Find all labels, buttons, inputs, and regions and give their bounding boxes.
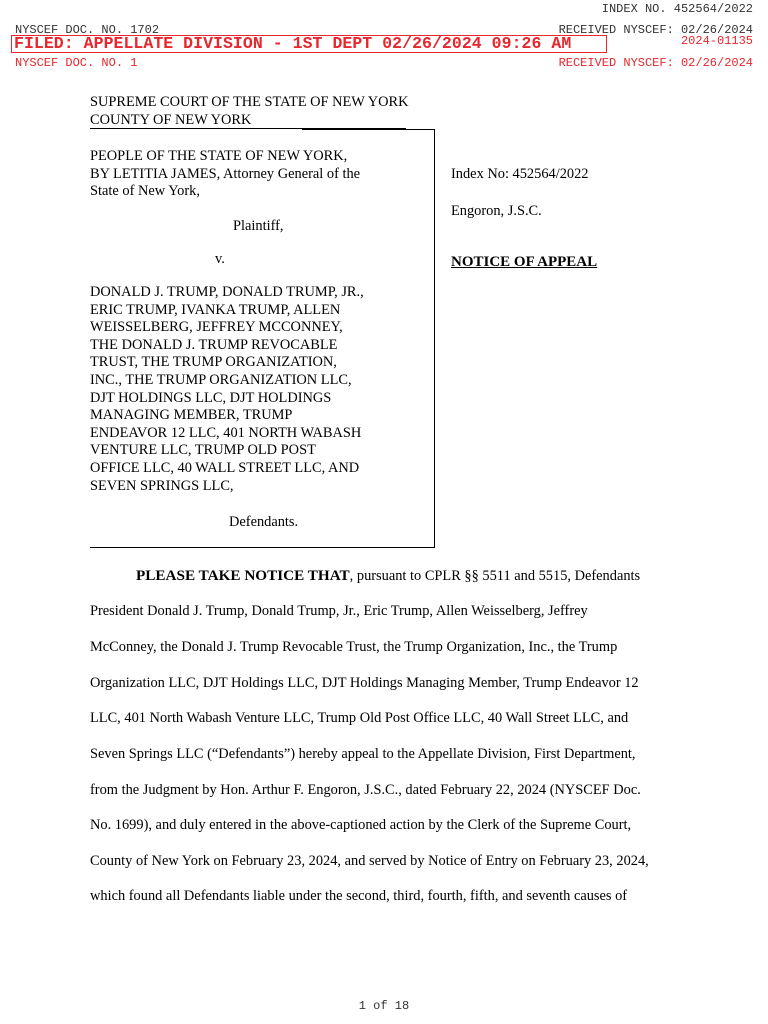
caption-bottom-rule [90, 547, 435, 548]
county-name: COUNTY OF NEW YORK [90, 112, 252, 128]
caption-divider [434, 129, 435, 548]
body-line: McConney, the Donald J. Trump Revocable Trust, the Trump Organization, Inc., the Trump [90, 639, 618, 655]
appellate-doc-number-stamp: NYSCEF DOC. NO. 1 [15, 56, 138, 70]
plaintiff-party: PEOPLE OF THE STATE OF NEW YORK, BY LETITIA JAMES, Attorney General of the State of New York, [90, 148, 361, 200]
body-line-1 [136, 567, 640, 585]
document-title: NOTICE OF APPEAL [451, 254, 598, 270]
body-line: which found all Defendants liable under the second, third, fourth, fifth, and seventh causes of [90, 888, 628, 904]
received-date-stamp: RECEIVED NYSCEF: 02/26/2024 [558, 23, 753, 37]
lead-in: PLEASE TAKE NOTICE THAT [136, 567, 350, 584]
page-indicator: 1 of 18 [358, 999, 410, 1013]
defendant-role: Defendants. [229, 514, 299, 530]
body-line: from the Judgment by Hon. Arthur F. Engoron, J.S.C., dated February 22, 2024 (NYSCEF Doc. [90, 782, 641, 798]
body-line: Organization LLC, DJT Holdings LLC, DJT Holdings Managing Member, Trump Endeavor 12 [90, 675, 639, 691]
filed-banner [11, 35, 607, 53]
body-line: No. 1699), and duly entered in the above-captioned action by the Clerk of the Supreme Court, [90, 817, 632, 833]
index-number-stamp: INDEX NO. 452564/2022 [601, 2, 753, 16]
filed-banner-text: FILED: APPELLATE DIVISION - 1ST DEPT 02/26/2024 09:26 AM [14, 34, 572, 53]
nyscef-doc-number-stamp: NYSCEF DOC. NO. 1702 [15, 23, 160, 37]
body-line: Seven Springs LLC (“Defendants”) hereby appeal to the Appellate Division, First Department, [90, 746, 636, 762]
judge-name: Engoron, J.S.C. [451, 203, 542, 219]
case-index-number: Index No: 452564/2022 [451, 166, 589, 182]
body-line: County of New York on February 23, 2024, and served by Notice of Entry on February 23, 2024, [90, 853, 649, 869]
plaintiff-role: Plaintiff, [233, 218, 284, 234]
lead-in-rest: , pursuant to CPLR §§ 5511 and 5515, Defendants [349, 568, 641, 584]
body-line: LLC, 401 North Wabash Venture LLC, Trump Old Post Office LLC, 40 Wall Street LLC, and [90, 710, 629, 726]
appellate-received-stamp: RECEIVED NYSCEF: 02/26/2024 [558, 56, 753, 70]
caption-top-rule [302, 129, 435, 130]
court-name: SUPREME COURT OF THE STATE OF NEW YORK [90, 94, 409, 110]
body-line: President Donald J. Trump, Donald Trump, Jr., Eric Trump, Allen Weisselberg, Jeffrey [90, 603, 588, 619]
appeal-number-stamp: 2024-01135 [680, 34, 753, 48]
defendant-parties: DONALD J. TRUMP, DONALD TRUMP, JR., ERIC TRUMP, IVANKA TRUMP, ALLEN WEISSELBERG, JEFFREY MCCONNEY, THE DONALD J. TRUMP REVOCABLE TRUST, THE TRUMP ORGANIZATION, INC., THE TRUMP ORGANIZATION LLC, DJT HOLDINGS LLC, DJT HOLDINGS MANAGING MEMBER, TRUMP ENDEAVOR 12 LLC, 401 NORTH WABASH VENTURE LLC, TRUMP OLD POST OFFICE LLC, 40 WALL STREET LLC, AND SEVEN SPRINGS LLC, [90, 284, 364, 494]
versus: v. [215, 251, 225, 267]
